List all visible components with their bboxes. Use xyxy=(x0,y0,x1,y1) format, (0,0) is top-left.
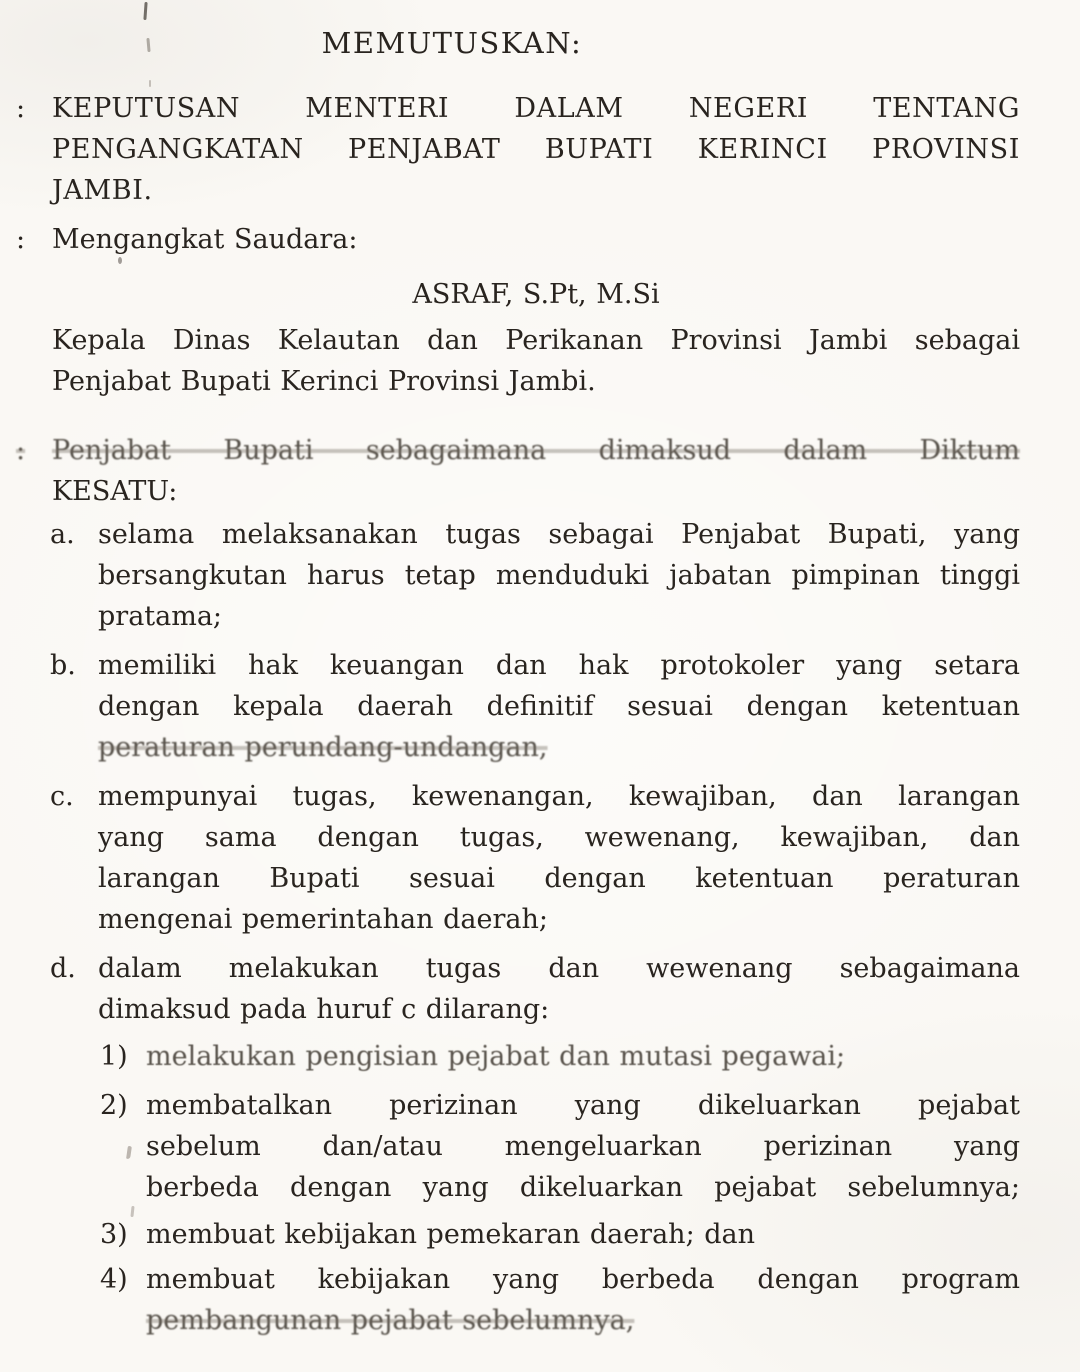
scan-artifact xyxy=(149,80,151,87)
list-marker: 1) xyxy=(100,1041,128,1072)
sub-item-4 xyxy=(0,1259,1080,1341)
list-item-a xyxy=(0,514,1080,637)
paragraph-lines xyxy=(52,88,1020,211)
text-line: sebelum dan/atau mengeluarkan perizinan yang xyxy=(146,1131,1020,1162)
list-marker: c. xyxy=(50,781,74,812)
text-line: yang sama dengan tugas, wewenang, kewajiban, dan xyxy=(98,822,1020,853)
diktum-kedua-paragraph xyxy=(0,430,1080,512)
paragraph-lines xyxy=(52,274,1020,315)
sub-item-3 xyxy=(0,1214,1080,1255)
paragraph-lines xyxy=(52,320,1020,402)
paragraph-lines xyxy=(146,1214,1020,1255)
document-heading: MEMUTUSKAN: xyxy=(321,26,583,60)
paragraph-lines xyxy=(146,1036,1020,1077)
appoint-paragraph xyxy=(0,219,1080,260)
text-line: mengenai pemerintahan daerah; xyxy=(98,904,548,935)
list-item-b xyxy=(0,645,1080,768)
paragraph-lines xyxy=(98,514,1020,637)
list-item-d xyxy=(0,948,1080,1030)
text-line: bersangkutan harus tetap menduduki jabatan pimpinan tinggi xyxy=(98,560,1020,591)
text-line: dimaksud pada huruf c dilarang: xyxy=(98,994,550,1025)
text-line: PENGANGKATAN PENJABAT BUPATI KERINCI PROVINSI xyxy=(52,134,1020,165)
list-marker: a. xyxy=(50,519,75,550)
text-line: melakukan pengisian pejabat dan mutasi pegawai; xyxy=(146,1041,846,1072)
document-body xyxy=(0,88,1080,1341)
text-line: dalam melakukan tugas dan wewenang sebagaimana xyxy=(98,953,1020,984)
text-line: peraturan perundang-undangan, xyxy=(98,732,548,763)
text-line: Penjabat Bupati sebagaimana dimaksud dalam Diktum xyxy=(52,435,1020,466)
paragraph-lines xyxy=(98,948,1020,1030)
text-line: berbeda dengan yang dikeluarkan pejabat sebelumnya; xyxy=(146,1172,1020,1203)
scan-artifact xyxy=(143,2,147,20)
text-line: mempunyai tugas, kewenangan, kewajiban, dan larangan xyxy=(98,781,1020,812)
colon-separator: : xyxy=(16,93,26,124)
list-item-c xyxy=(0,776,1080,940)
text-line: selama melaksanakan tugas sebagai Penjabat Bupati, yang xyxy=(98,519,1020,550)
list-marker: 3) xyxy=(100,1219,128,1250)
text-line: Mengangkat Saudara: xyxy=(52,224,358,255)
list-marker: b. xyxy=(50,650,76,681)
text-line: pembangunan pejabat sebelumnya, xyxy=(146,1305,635,1336)
text-line: ASRAF, S.Pt, M.Si xyxy=(412,279,660,310)
paragraph-lines xyxy=(146,1259,1020,1341)
text-line: larangan Bupati sesuai dengan ketentuan peraturan xyxy=(98,863,1020,894)
text-line: KESATU: xyxy=(52,476,178,507)
list-marker: 2) xyxy=(100,1090,128,1121)
text-line: membatalkan perizinan yang dikeluarkan pejabat xyxy=(146,1090,1020,1121)
text-line: pratama; xyxy=(98,601,223,632)
paragraph-lines xyxy=(146,1085,1020,1208)
appointee-position-paragraph xyxy=(0,320,1080,402)
colon-separator: : xyxy=(16,435,26,466)
paragraph-lines xyxy=(98,776,1020,940)
text-line: membuat kebijakan yang berbeda dengan program xyxy=(146,1264,1020,1295)
paragraph-lines xyxy=(52,219,1020,260)
text-line: memiliki hak keuangan dan hak protokoler yang setara xyxy=(98,650,1020,681)
sub-item-1 xyxy=(0,1036,1080,1077)
text-line: dengan kepala daerah definitif sesuai dengan ketentuan xyxy=(98,691,1020,722)
paragraph-lines xyxy=(98,645,1020,768)
text-line: membuat kebijakan pemekaran daerah; dan xyxy=(146,1219,756,1250)
colon-separator: : xyxy=(16,224,26,255)
text-line: KEPUTUSAN MENTERI DALAM NEGERI TENTANG xyxy=(52,93,1020,124)
appointee-name xyxy=(0,274,1080,315)
list-marker: 4) xyxy=(100,1264,128,1295)
list-marker: d. xyxy=(50,953,76,984)
text-line: Penjabat Bupati Kerinci Provinsi Jambi. xyxy=(52,366,596,397)
paragraph-lines xyxy=(52,430,1020,512)
text-line: Kepala Dinas Kelautan dan Perikanan Provinsi Jambi sebagai xyxy=(52,325,1020,356)
sub-item-2 xyxy=(0,1085,1080,1208)
decision-title-paragraph xyxy=(0,88,1080,211)
text-line: JAMBI. xyxy=(52,175,153,206)
